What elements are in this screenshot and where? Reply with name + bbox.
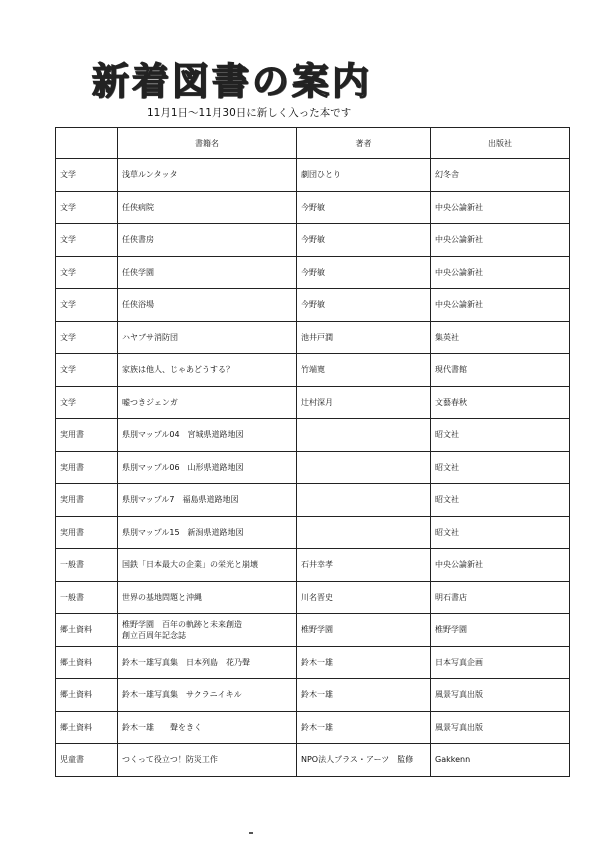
cell-category: 文学 [56, 289, 118, 322]
cell-category: 文学 [56, 354, 118, 387]
table-row [56, 224, 570, 257]
cell-author: 池井戸潤 [297, 321, 431, 354]
cell-publisher: 中央公論新社 [431, 191, 570, 224]
table-row [56, 256, 570, 289]
cell-category: 文学 [56, 256, 118, 289]
cell-category: 児童書 [56, 744, 118, 777]
cell-category: 一般書 [56, 581, 118, 614]
cell-category: 郷土資料 [56, 646, 118, 679]
cell-book-title-line2: 創立百周年記念誌 [122, 630, 186, 640]
table-row [56, 191, 570, 224]
cell-category: 文学 [56, 191, 118, 224]
table-row [56, 646, 570, 679]
cell-publisher: 椎野学園 [431, 614, 570, 647]
cell-book-title: 鈴木一雄写真集 サクラニイキル [118, 679, 297, 712]
cell-category: 実用書 [56, 419, 118, 452]
cell-book-title: 鈴木一雄写真集 日本列島 花乃聲 [118, 646, 297, 679]
cell-author [297, 484, 431, 517]
page-title: 新着図書の案内 [92, 60, 372, 103]
cell-publisher: 昭文社 [431, 516, 570, 549]
table-row [56, 451, 570, 484]
cell-author: 辻村深月 [297, 386, 431, 419]
cell-book-title [118, 614, 297, 647]
table-header-row [56, 128, 570, 159]
page-subtitle: 11月1日～11月30日に新しく入った本です [147, 107, 352, 119]
cell-author [297, 419, 431, 452]
table-row [56, 581, 570, 614]
cell-category: 文学 [56, 159, 118, 192]
table-row [56, 386, 570, 419]
cell-book-title: 任侠浴場 [118, 289, 297, 322]
cell-category: 実用書 [56, 451, 118, 484]
cell-author: 鈴木一雄 [297, 711, 431, 744]
cell-author: 今野敏 [297, 289, 431, 322]
cell-book-title: 県別マップル06 山形県道路地図 [118, 451, 297, 484]
cell-book-title: 任侠学園 [118, 256, 297, 289]
cell-category: 文学 [56, 386, 118, 419]
cell-publisher: 幻冬舎 [431, 159, 570, 192]
table-row [56, 549, 570, 582]
cell-book-title: 嘘つきジェンガ [118, 386, 297, 419]
cell-book-title: 国鉄「日本最大の企業」の栄光と崩壊 [118, 549, 297, 582]
cell-category: 文学 [56, 224, 118, 257]
cell-publisher: 昭文社 [431, 419, 570, 452]
cell-publisher: 風景写真出版 [431, 679, 570, 712]
cell-category: 郷土資料 [56, 679, 118, 712]
cell-publisher: 文藝春秋 [431, 386, 570, 419]
cell-publisher: 明石書店 [431, 581, 570, 614]
cell-author: 今野敏 [297, 224, 431, 257]
cell-publisher: 昭文社 [431, 484, 570, 517]
cell-author: 石井幸孝 [297, 549, 431, 582]
new-books-table [55, 127, 570, 777]
cell-category: 郷土資料 [56, 614, 118, 647]
cell-publisher: 集英社 [431, 321, 570, 354]
cell-book-title: 鈴木一雄 聲をきく [118, 711, 297, 744]
cell-book-title: 浅草ルンタッタ [118, 159, 297, 192]
cell-category: 一般書 [56, 549, 118, 582]
header-publisher: 出版社 [431, 128, 570, 159]
cell-book-title: ハヤブサ消防団 [118, 321, 297, 354]
table-row [56, 289, 570, 322]
cell-category: 文学 [56, 321, 118, 354]
table-row [56, 614, 570, 647]
cell-author: 今野敏 [297, 256, 431, 289]
cell-book-title: つくって役立つ！防災工作 [118, 744, 297, 777]
cell-author: 劇団ひとり [297, 159, 431, 192]
cell-author: 今野敏 [297, 191, 431, 224]
cell-publisher: 昭文社 [431, 451, 570, 484]
header-author: 著者 [297, 128, 431, 159]
cell-book-title-line1: 椎野学園 百年の軌跡と未来創造 [122, 619, 242, 629]
cell-author: NPO法人プラス・アーツ 監修 [297, 744, 431, 777]
cell-publisher: 中央公論新社 [431, 289, 570, 322]
table-row [56, 321, 570, 354]
header-book-title: 書籍名 [118, 128, 297, 159]
cell-author: 竹端寛 [297, 354, 431, 387]
table-row [56, 744, 570, 777]
cell-author: 椎野学園 [297, 614, 431, 647]
cell-book-title: 県別マップル04 宮城県道路地図 [118, 419, 297, 452]
cell-author [297, 451, 431, 484]
cell-publisher: 中央公論新社 [431, 224, 570, 257]
scan-dot [249, 832, 253, 834]
table-row [56, 679, 570, 712]
cell-book-title: 任侠書房 [118, 224, 297, 257]
cell-publisher: 中央公論新社 [431, 256, 570, 289]
cell-publisher: 中央公論新社 [431, 549, 570, 582]
cell-book-title: 世界の基地問題と沖縄 [118, 581, 297, 614]
cell-publisher: 風景写真出版 [431, 711, 570, 744]
cell-book-title: 家族は他人、じゃあどうする？ [118, 354, 297, 387]
table-row [56, 354, 570, 387]
cell-author [297, 516, 431, 549]
table-row [56, 711, 570, 744]
table-row [56, 419, 570, 452]
cell-author: 川名晋史 [297, 581, 431, 614]
cell-category: 郷土資料 [56, 711, 118, 744]
table-row [56, 516, 570, 549]
cell-author: 鈴木一雄 [297, 646, 431, 679]
cell-book-title: 県別マップル7 福島県道路地図 [118, 484, 297, 517]
cell-category: 実用書 [56, 516, 118, 549]
cell-category: 実用書 [56, 484, 118, 517]
cell-publisher: 現代書館 [431, 354, 570, 387]
cell-publisher: 日本写真企画 [431, 646, 570, 679]
cell-book-title: 県別マップル15 新潟県道路地図 [118, 516, 297, 549]
cell-book-title: 任侠病院 [118, 191, 297, 224]
cell-author: 鈴木一雄 [297, 679, 431, 712]
table-row [56, 159, 570, 192]
table-row [56, 484, 570, 517]
header-category [56, 128, 118, 159]
cell-publisher: Gakkenn [431, 744, 570, 777]
